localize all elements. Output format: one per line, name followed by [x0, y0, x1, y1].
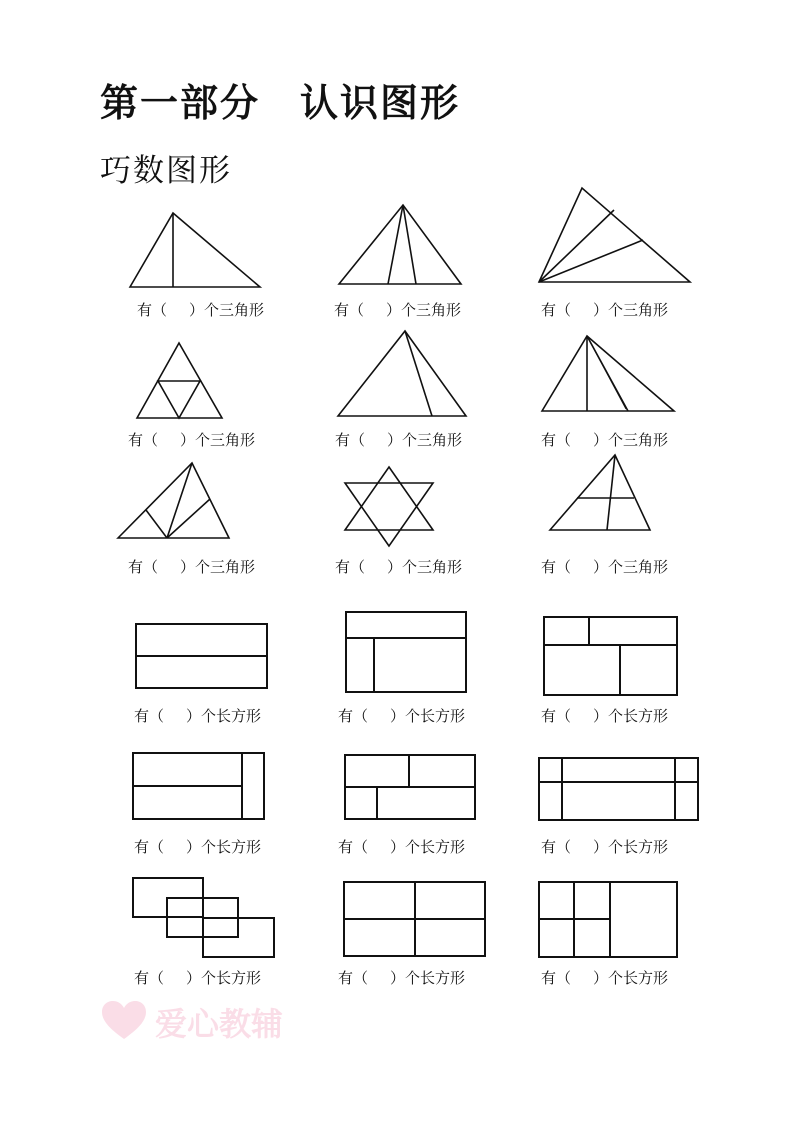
rectangle-caption-9: 有（ ）个长方形: [541, 969, 669, 987]
rectangle-caption-8: 有（ ）个长方形: [338, 969, 466, 987]
rectangle-caption-2: 有（ ）个长方形: [338, 707, 466, 725]
section-subtitle: 巧数图形: [100, 153, 232, 189]
page-title: 第一部分 认识图形: [100, 81, 461, 125]
heart-icon: [100, 999, 148, 1041]
rectangle-caption-1: 有（ ）个长方形: [134, 707, 262, 725]
triangle-caption-5: 有（ ）个三角形: [335, 431, 463, 449]
watermark-text: 爱心教辅: [155, 1005, 284, 1043]
triangle-caption-6: 有（ ）个三角形: [541, 431, 669, 449]
triangle-caption-3: 有（ ）个三角形: [541, 301, 669, 319]
triangle-caption-9: 有（ ）个三角形: [541, 558, 669, 576]
rectangle-caption-7: 有（ ）个长方形: [134, 969, 262, 987]
triangle-caption-7: 有（ ）个三角形: [128, 558, 256, 576]
rectangle-caption-5: 有（ ）个长方形: [338, 838, 466, 856]
watermark: [100, 995, 340, 1045]
triangle-caption-8: 有（ ）个三角形: [335, 558, 463, 576]
rectangle-caption-6: 有（ ）个长方形: [541, 838, 669, 856]
rectangle-caption-4: 有（ ）个长方形: [134, 838, 262, 856]
rectangle-caption-3: 有（ ）个长方形: [541, 707, 669, 725]
triangle-caption-2: 有（ ）个三角形: [334, 301, 462, 319]
triangle-caption-4: 有（ ）个三角形: [128, 431, 256, 449]
triangle-caption-1: 有（ ）个三角形: [137, 301, 265, 319]
